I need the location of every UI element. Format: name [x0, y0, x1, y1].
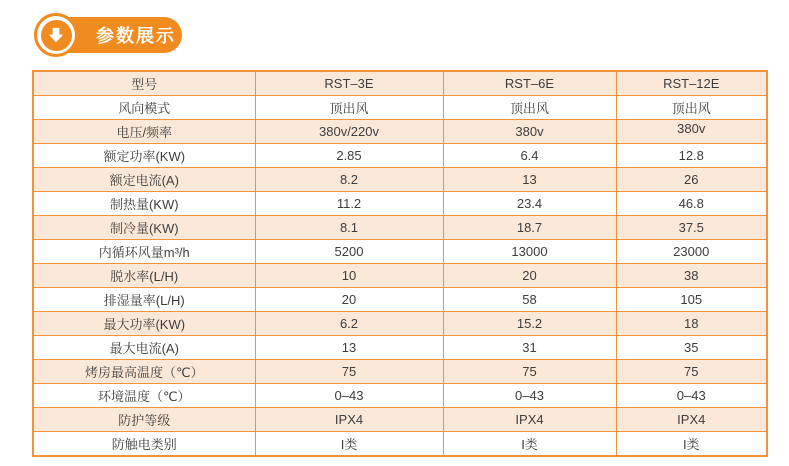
table-row-protection-rating — [33, 408, 767, 432]
cell-value: 0–43 — [255, 384, 443, 408]
cell-value: 6.4 — [443, 144, 616, 168]
row-label: 电压/频率 — [33, 120, 255, 144]
table-row-ambient-temp — [33, 384, 767, 408]
row-label: 环境温度（℃） — [33, 384, 255, 408]
cell-value: 18 — [616, 312, 767, 336]
row-label: 制热量(KW) — [33, 192, 255, 216]
table-row-max-current — [33, 336, 767, 360]
cell-value: IPX4 — [255, 408, 443, 432]
cell-value: I类 — [443, 432, 616, 457]
row-label: 防触电类别 — [33, 432, 255, 457]
cell-value: IPX4 — [616, 408, 767, 432]
table-row-dehumidify-rate — [33, 288, 767, 312]
cell-value: 23.4 — [443, 192, 616, 216]
cell-value: 58 — [443, 288, 616, 312]
cell-value: 38 — [616, 264, 767, 288]
table-row-max-power — [33, 312, 767, 336]
badge-icon-ring — [37, 16, 75, 54]
cell-value: I类 — [255, 432, 443, 457]
cell-value: RST–3E — [255, 71, 443, 96]
row-label: 额定功率(KW) — [33, 144, 255, 168]
row-label: 型号 — [33, 71, 255, 96]
cell-value: IPX4 — [443, 408, 616, 432]
cell-value: 20 — [443, 264, 616, 288]
section-header-badge — [34, 12, 234, 60]
cell-value: 8.1 — [255, 216, 443, 240]
row-label: 最大功率(KW) — [33, 312, 255, 336]
cell-value: 380v/220v — [255, 120, 443, 144]
row-label: 制冷量(KW) — [33, 216, 255, 240]
cell-value: 13000 — [443, 240, 616, 264]
table-row-model — [33, 71, 767, 96]
down-arrow-icon — [46, 25, 66, 45]
cell-value: 26 — [616, 168, 767, 192]
cell-value: RST–6E — [443, 71, 616, 96]
cell-value: 5200 — [255, 240, 443, 264]
table-row-internal-airflow — [33, 240, 767, 264]
cell-value: 10 — [255, 264, 443, 288]
cell-value: 46.8 — [616, 192, 767, 216]
cell-value: 2.85 — [255, 144, 443, 168]
table-row-rated-current — [33, 168, 767, 192]
cell-value: 31 — [443, 336, 616, 360]
cell-value: 23000 — [616, 240, 767, 264]
cell-value: 380v — [616, 120, 767, 144]
cell-value: 75 — [616, 360, 767, 384]
cell-value: 13 — [255, 336, 443, 360]
cell-value: RST–12E — [616, 71, 767, 96]
row-label: 脱水率(L/H) — [33, 264, 255, 288]
cell-value: 8.2 — [255, 168, 443, 192]
cell-value: 顶出风 — [616, 96, 767, 120]
table-row-rated-power — [33, 144, 767, 168]
cell-value: 75 — [443, 360, 616, 384]
row-label: 排湿量率(L/H) — [33, 288, 255, 312]
table-row-max-room-temp — [33, 360, 767, 384]
down-arrow-circle-icon — [34, 13, 78, 57]
table-row-dehydration-rate — [33, 264, 767, 288]
cell-value: 顶出风 — [443, 96, 616, 120]
cell-value: 35 — [616, 336, 767, 360]
table-row-heating-capacity — [33, 192, 767, 216]
row-label: 风向模式 — [33, 96, 255, 120]
cell-value: 6.2 — [255, 312, 443, 336]
cell-value: 37.5 — [616, 216, 767, 240]
badge-label: 参数展示 — [96, 26, 176, 46]
table-row-shock-protection-class — [33, 432, 767, 457]
cell-value: 15.2 — [443, 312, 616, 336]
cell-value: 0–43 — [443, 384, 616, 408]
table-row-cooling-capacity — [33, 216, 767, 240]
cell-value: 11.2 — [255, 192, 443, 216]
cell-value: 13 — [443, 168, 616, 192]
row-label: 最大电流(A) — [33, 336, 255, 360]
cell-value: 0–43 — [616, 384, 767, 408]
cell-value: 18.7 — [443, 216, 616, 240]
cell-value: 105 — [616, 288, 767, 312]
cell-value: 380v — [443, 120, 616, 144]
table-row-voltage-frequency — [33, 120, 767, 144]
row-label: 额定电流(A) — [33, 168, 255, 192]
cell-value: I类 — [616, 432, 767, 457]
cell-value: 顶出风 — [255, 96, 443, 120]
row-label: 烤房最高温度（℃） — [33, 360, 255, 384]
cell-value: 75 — [255, 360, 443, 384]
row-label: 内循环风量m³/h — [33, 240, 255, 264]
table-row-airflow-mode — [33, 96, 767, 120]
row-label: 防护等级 — [33, 408, 255, 432]
spec-table — [32, 70, 768, 457]
cell-value: 20 — [255, 288, 443, 312]
cell-value: 12.8 — [616, 144, 767, 168]
badge-icon-inner — [41, 20, 72, 51]
